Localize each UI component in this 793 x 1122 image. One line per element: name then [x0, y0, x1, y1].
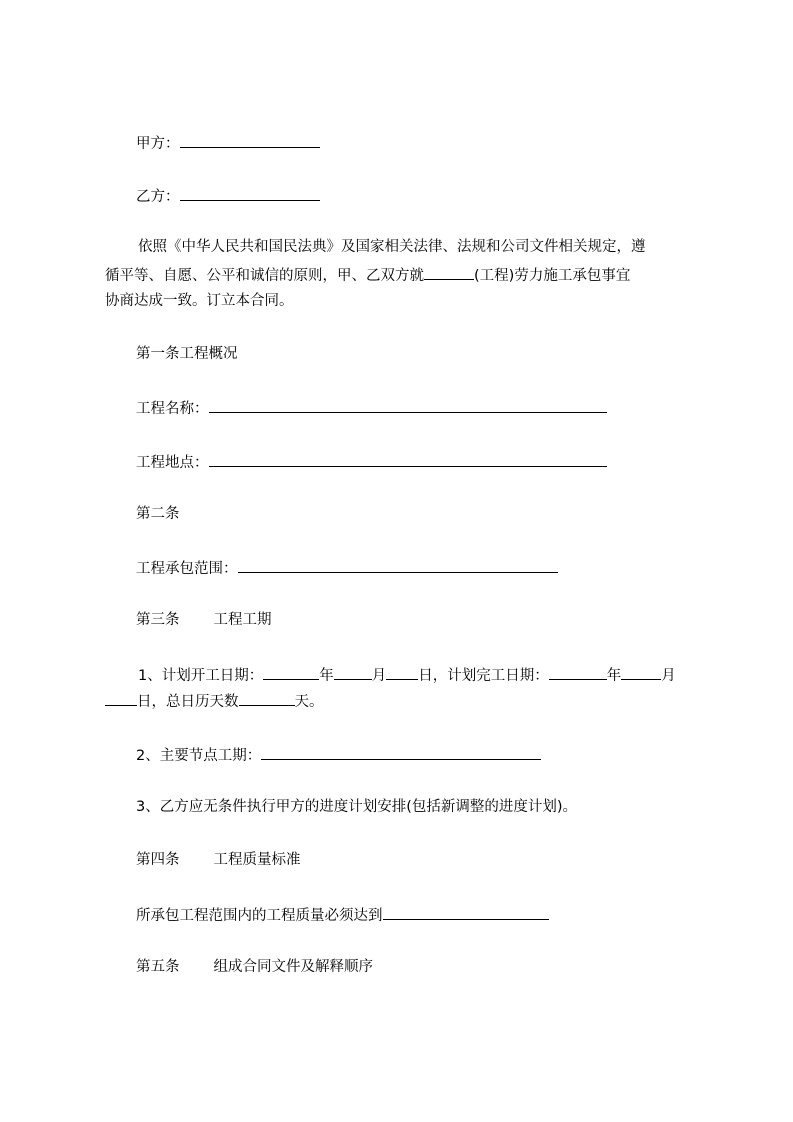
start-date-label: 1、计划开工日期：	[138, 668, 264, 684]
end-date-label: 日，计划完工日期：	[418, 668, 549, 684]
article-4-title: 工程质量标准	[213, 852, 301, 868]
preamble-line-1: 依照《中华人民共和国民法典》及国家相关法律、法规和公司文件相关规定，遵	[138, 239, 646, 255]
quality-label: 所承包工程范围内的工程质量必须达到	[136, 908, 383, 924]
schedule-item-3: 3、乙方应无条件执行甲方的进度计划安排(包括新调整的进度计划)。	[136, 799, 578, 815]
days-unit: 天。	[294, 694, 324, 710]
quality-line	[136, 905, 549, 925]
party-b-line	[136, 186, 320, 206]
start-day-blank	[386, 665, 418, 680]
party-b-label: 乙方：	[136, 189, 180, 205]
milestone-label: 2、主要节点工期：	[136, 748, 262, 764]
party-a-blank	[180, 133, 320, 148]
article-4-heading	[136, 851, 301, 869]
schedule-line-1	[138, 665, 676, 685]
article-5-number: 第五条	[136, 959, 180, 975]
scope-blank	[238, 558, 558, 573]
end-month-blank	[621, 665, 661, 680]
article-3-title: 工程工期	[213, 612, 272, 628]
article-1-heading: 第一条工程概况	[136, 346, 238, 362]
project-name-blank	[209, 398, 607, 413]
article-5-title: 组成合同文件及解释顺序	[213, 959, 373, 975]
article-3-number: 第三条	[136, 612, 180, 628]
scope-label: 工程承包范围：	[136, 561, 238, 577]
party-a-line	[136, 133, 320, 153]
project-blank	[424, 265, 474, 280]
schedule-line-1-cont	[105, 691, 324, 711]
article-3-heading	[136, 611, 272, 629]
milestone-blank	[261, 745, 541, 760]
party-a-label: 甲方：	[136, 136, 180, 152]
year-unit-2: 年	[606, 668, 622, 684]
article-4-number: 第四条	[136, 852, 180, 868]
project-location-line	[136, 452, 607, 472]
preamble-line-3: 协商达成一致。订立本合同。	[105, 293, 294, 309]
project-name-line	[136, 398, 607, 418]
article-5-heading	[136, 958, 373, 976]
project-location-blank	[209, 452, 607, 467]
month-unit-2: 月	[661, 668, 676, 684]
project-location-label: 工程地点：	[136, 455, 209, 471]
month-unit: 月	[371, 668, 387, 684]
year-unit: 年	[319, 668, 334, 684]
article-2-heading: 第二条	[136, 506, 180, 522]
start-year-blank	[263, 665, 319, 680]
end-day-blank	[105, 691, 137, 706]
preamble-line-2	[105, 265, 630, 285]
start-month-blank	[334, 665, 372, 680]
party-b-blank	[180, 186, 320, 201]
project-name-label: 工程名称：	[136, 401, 209, 417]
milestone-line	[136, 745, 541, 765]
total-days-label: 日，总日历天数	[137, 694, 239, 710]
scope-line	[136, 558, 558, 578]
preamble-line-2b: (工程)劳力施工承包事宜	[474, 268, 631, 284]
quality-blank	[383, 905, 549, 920]
total-days-blank	[239, 691, 295, 706]
end-year-blank	[549, 665, 607, 680]
preamble-line-2a: 循平等、自愿、公平和诚信的原则，甲、乙双方就	[105, 268, 424, 284]
